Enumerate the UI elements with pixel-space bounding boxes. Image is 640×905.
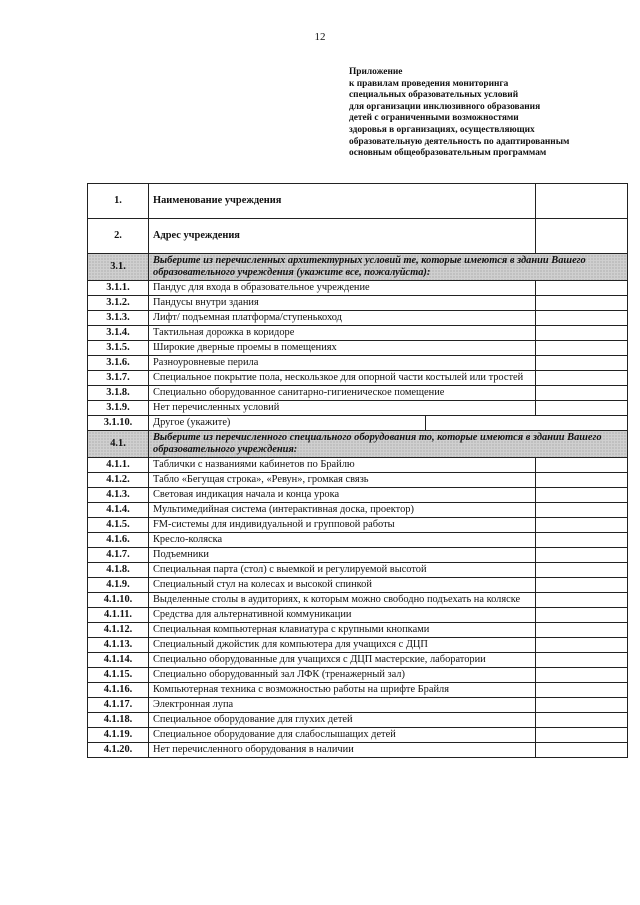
answer-cell[interactable] <box>536 458 628 473</box>
answer-cell[interactable] <box>536 473 628 488</box>
item-number: 3.1.9. <box>88 401 149 416</box>
table-row <box>88 473 628 488</box>
item-label: Специально оборудованные для учащихся с ДЦП мастерские, лаборатории <box>149 653 536 668</box>
answer-cell[interactable] <box>536 401 628 416</box>
page-number: 12 <box>314 31 326 43</box>
answer-cell[interactable] <box>536 311 628 326</box>
item-label: Специальное покрытие пола, нескользкое для опорной части костылей или тростей <box>149 371 536 386</box>
item-label: Выделенные столы в аудиториях, к которым можно свободно подъехать на коляске <box>149 593 536 608</box>
table-row <box>88 593 628 608</box>
item-label: Компьютерная техника с возможностью работы на шрифте Брайля <box>149 683 536 698</box>
answer-cell[interactable] <box>536 371 628 386</box>
answer-cell[interactable] <box>536 593 628 608</box>
item-label: Специальное оборудование для слабослышащих детей <box>149 728 536 743</box>
item-number: 4.1.9. <box>88 578 149 593</box>
item-number: 4.1.20. <box>88 743 149 758</box>
item-label: Нет перечисленного оборудования в наличии <box>149 743 536 758</box>
answer-cell[interactable] <box>536 296 628 311</box>
answer-cell[interactable] <box>536 653 628 668</box>
table-row <box>88 743 628 758</box>
item-label: Специальный стул на колесах и высокой спинкой <box>149 578 536 593</box>
appendix-line: специальных образовательных условий <box>349 90 519 101</box>
table-row <box>88 488 628 503</box>
row-number: 1. <box>88 184 149 219</box>
section-header-row <box>88 431 628 458</box>
item-label: Разноуровневые перила <box>149 356 536 371</box>
item-number: 4.1.16. <box>88 683 149 698</box>
answer-cell[interactable] <box>536 386 628 401</box>
answer-cell[interactable] <box>536 728 628 743</box>
answer-cell[interactable] <box>536 668 628 683</box>
row-label: Адрес учреждения <box>149 219 536 254</box>
answer-cell[interactable] <box>536 578 628 593</box>
table-row <box>88 296 628 311</box>
item-number: 4.1.6. <box>88 533 149 548</box>
table-row <box>88 713 628 728</box>
item-number: 4.1.13. <box>88 638 149 653</box>
item-number: 4.1.12. <box>88 623 149 638</box>
item-number: 3.1.10. <box>88 416 149 431</box>
item-number: 3.1.2. <box>88 296 149 311</box>
table-row <box>88 401 628 416</box>
section-number: 4.1. <box>88 431 149 458</box>
item-number: 4.1.14. <box>88 653 149 668</box>
answer-cell[interactable] <box>536 488 628 503</box>
item-label: Табло «Бегущая строка», «Ревун», громкая связь <box>149 473 536 488</box>
table-row <box>88 356 628 371</box>
table-row <box>88 668 628 683</box>
header-row <box>88 219 628 254</box>
table-row <box>88 638 628 653</box>
item-label: Нет перечисленных условий <box>149 401 536 416</box>
section-number: 3.1. <box>88 254 149 281</box>
answer-cell[interactable] <box>536 184 628 219</box>
item-label: Пандус для входа в образовательное учреждение <box>149 281 536 296</box>
item-label: Специально оборудованный зал ЛФК (тренажерный зал) <box>149 668 536 683</box>
answer-cell[interactable] <box>536 548 628 563</box>
item-number: 4.1.19. <box>88 728 149 743</box>
appendix-line: детей с ограниченными возможностями <box>349 113 519 124</box>
header-row <box>88 184 628 219</box>
answer-cell[interactable] <box>536 326 628 341</box>
item-number: 3.1.4. <box>88 326 149 341</box>
table-row <box>88 518 628 533</box>
table-row <box>88 563 628 578</box>
appendix-line: образовательную деятельность по адаптированным <box>349 136 570 147</box>
answer-cell[interactable] <box>536 713 628 728</box>
table-row <box>88 728 628 743</box>
item-number: 4.1.1. <box>88 458 149 473</box>
item-number: 3.1.5. <box>88 341 149 356</box>
item-number: 4.1.2. <box>88 473 149 488</box>
table-row <box>88 653 628 668</box>
row-label: Наименование учреждения <box>149 184 536 219</box>
table-row <box>88 698 628 713</box>
item-label: Тактильная дорожка в коридоре <box>149 326 536 341</box>
item-number: 4.1.3. <box>88 488 149 503</box>
item-number: 4.1.10. <box>88 593 149 608</box>
appendix-line: для организации инклюзивного образования <box>349 101 541 112</box>
answer-cell[interactable] <box>536 608 628 623</box>
answer-cell[interactable] <box>536 638 628 653</box>
answer-cell[interactable] <box>536 518 628 533</box>
item-label: Специальная компьютерная клавиатура с крупными кнопками <box>149 623 536 638</box>
table-row <box>88 281 628 296</box>
table-row <box>88 683 628 698</box>
table-row <box>88 623 628 638</box>
row-number: 2. <box>88 219 149 254</box>
item-number: 4.1.7. <box>88 548 149 563</box>
appendix-line: основным общеобразовательным программам <box>349 148 547 159</box>
table-row <box>88 416 628 431</box>
item-label: Кресло-коляска <box>149 533 536 548</box>
answer-cell[interactable] <box>536 356 628 371</box>
item-number: 3.1.7. <box>88 371 149 386</box>
item-number: 4.1.18. <box>88 713 149 728</box>
answer-cell[interactable] <box>536 683 628 698</box>
table-row <box>88 533 628 548</box>
item-label: Пандусы внутри здания <box>149 296 536 311</box>
answer-cell[interactable] <box>536 281 628 296</box>
item-number: 4.1.8. <box>88 563 149 578</box>
item-number: 3.1.3. <box>88 311 149 326</box>
table-row <box>88 326 628 341</box>
table-row <box>88 608 628 623</box>
item-number: 3.1.1. <box>88 281 149 296</box>
item-label: Подъемники <box>149 548 536 563</box>
item-label: FM-системы для индивидуальной и групповой работы <box>149 518 536 533</box>
item-label: Таблички с названиями кабинетов по Брайлю <box>149 458 536 473</box>
appendix-heading <box>349 67 619 160</box>
item-number: 4.1.17. <box>88 698 149 713</box>
item-label: Лифт/ подъемная платформа/ступенькоход <box>149 311 536 326</box>
table-row <box>88 458 628 473</box>
item-label: Специальный джойстик для компьютера для учащихся с ДЦП <box>149 638 536 653</box>
item-number: 3.1.8. <box>88 386 149 401</box>
table-row <box>88 341 628 356</box>
table-row <box>88 386 628 401</box>
item-label: Специальная парта (стол) с выемкой и регулируемой высотой <box>149 563 536 578</box>
table-row <box>88 503 628 518</box>
answer-cell[interactable] <box>536 341 628 356</box>
section-header-row <box>88 254 628 281</box>
answer-cell[interactable] <box>536 743 628 758</box>
item-label: Средства для альтернативной коммуникации <box>149 608 536 623</box>
answer-cell[interactable] <box>536 563 628 578</box>
appendix-line: к правилам проведения мониторинга <box>349 78 509 89</box>
answer-cell[interactable] <box>536 533 628 548</box>
item-number: 4.1.11. <box>88 608 149 623</box>
survey-table-body <box>88 184 628 758</box>
item-label: Специальное оборудование для глухих детей <box>149 713 536 728</box>
table-row <box>88 578 628 593</box>
item-number: 4.1.4. <box>88 503 149 518</box>
item-number: 4.1.15. <box>88 668 149 683</box>
item-number: 4.1.5. <box>88 518 149 533</box>
item-label: Широкие дверные проемы в помещениях <box>149 341 536 356</box>
item-number: 3.1.6. <box>88 356 149 371</box>
section-question: Выберите из перечисленных архитектурных условий те, которые имеются в здании Вашего образовательного учреждения (укажите все, пожалуйста): <box>149 254 628 281</box>
answer-cell[interactable] <box>536 623 628 638</box>
item-label: Мультимедийная система (интерактивная доска, проектор) <box>149 503 536 518</box>
survey-table <box>87 183 628 758</box>
answer-cell[interactable] <box>536 503 628 518</box>
appendix-line: здоровья в организациях, осуществляющих <box>349 124 535 135</box>
answer-cell[interactable] <box>536 698 628 713</box>
item-label: Другое (укажите) <box>149 416 426 431</box>
answer-cell[interactable] <box>426 416 628 431</box>
table-row <box>88 548 628 563</box>
item-label: Световая индикация начала и конца урока <box>149 488 536 503</box>
section-question: Выберите из перечисленного специального оборудования то, которые имеются в здании Вашего образовательного учреждения: <box>149 431 628 458</box>
appendix-line: Приложение <box>349 67 403 77</box>
answer-cell[interactable] <box>536 219 628 254</box>
item-label: Электронная лупа <box>149 698 536 713</box>
table-row <box>88 311 628 326</box>
item-label: Специально оборудованное санитарно-гигиеническое помещение <box>149 386 536 401</box>
table-row <box>88 371 628 386</box>
